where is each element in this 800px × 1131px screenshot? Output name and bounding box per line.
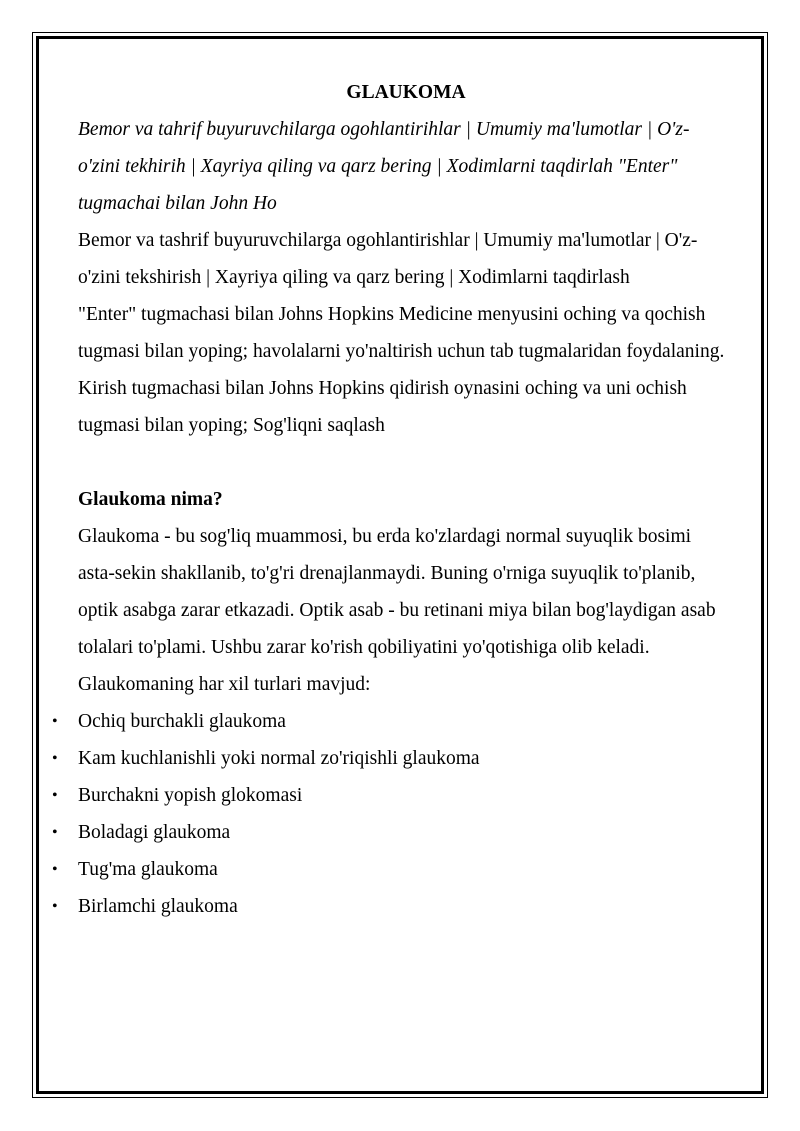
list-item-text: Burchakni yopish glokomasi [78, 785, 303, 806]
intro-italic-paragraph: Bemor va tahrif buyuruvchilarga ogohlantirihlar | Umumiy ma'lumotlar | O'z-o'zini tekhirih | Xayriya qiling va qarz bering | Xodimlarni taqdirlah "Enter" tugmachai bilan John Ho [78, 119, 690, 214]
bullet-icon: • [52, 713, 58, 730]
list-item-text: Ochiq burchakli glaukoma [78, 711, 286, 732]
glaucoma-types-list [52, 703, 730, 925]
list-item-text: Birlamchi glaukoma [78, 896, 238, 917]
intro-paragraph-2: "Enter" tugmachasi bilan Johns Hopkins Medicine menyusini oching va qochish tugmasi bilan yoping; havolalarni yo'naltirish uchun tab tugmalaridan foydalaning. Kirish tugmachasi bilan Johns Hopkins qidirish oynasini oching va uni ochish tugmasi bilan yoping; Sog'liqni saqlash [78, 304, 725, 436]
bullet-icon: • [52, 787, 58, 804]
bullet-icon: • [52, 861, 58, 878]
section-body-paragraph: Glaukoma - bu sog'liq muammosi, bu erda ko'zlardagi normal suyuqlik bosimi asta-sekin shakllanib, to'g'ri drenajlanmaydi. Buning o'rniga suyuqlik to'planib, optik asabga zarar etkazadi. Optik asab - bu retinani miya bilan bog'laydigan asab tolalari to'plami. Ushbu zarar ko'rish qobiliyatini yo'qotishiga olib keladi. [78, 526, 716, 658]
list-item-text: Boladagi glaukoma [78, 822, 231, 843]
section-heading: Glaukoma nima? [78, 489, 223, 510]
intro-paragraph-1: Bemor va tashrif buyuruvchilarga ogohlantirishlar | Umumiy ma'lumotlar | O'z-o'zini tekshirish | Xayriya qiling va qarz bering | Xodimlarni taqdirlash [78, 230, 698, 288]
list-item [52, 777, 730, 814]
list-item-text: Kam kuchlanishli yoki normal zo'riqishli glaukoma [78, 748, 480, 769]
list-item-text: Tug'ma glaukoma [78, 859, 218, 880]
list-item [52, 740, 730, 777]
bullet-icon: • [52, 750, 58, 767]
page-title: GLAUKOMA [346, 82, 466, 103]
list-item [52, 888, 730, 925]
list-item [52, 851, 730, 888]
bullet-icon: • [52, 824, 58, 841]
list-item [52, 703, 730, 740]
paragraph-spacer [78, 444, 730, 481]
list-item [52, 814, 730, 851]
document-body [52, 74, 730, 925]
bullet-icon: • [52, 898, 58, 915]
types-intro: Glaukomaning har xil turlari mavjud: [78, 674, 371, 695]
